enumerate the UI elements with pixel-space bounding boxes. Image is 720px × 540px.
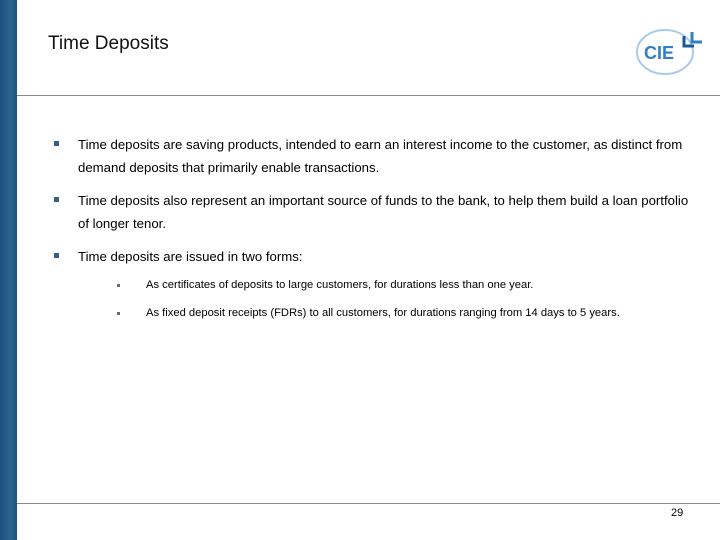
page-number: 29 bbox=[671, 507, 684, 519]
small-square-bullet-icon bbox=[117, 312, 120, 315]
side-accent-bar bbox=[0, 0, 17, 540]
slide-body bbox=[50, 133, 700, 332]
bullet-text: Time deposits also represent an important source of funds to the bank, to help them build a loan portfolio of longer tenor. bbox=[78, 193, 689, 231]
logo-text: CIE bbox=[644, 43, 675, 63]
sub-bullet-item bbox=[88, 304, 700, 322]
sub-bullet-list bbox=[88, 276, 700, 322]
slide-title: Time Deposits bbox=[48, 33, 169, 54]
cie-logo bbox=[632, 22, 706, 76]
square-bullet-icon bbox=[54, 197, 59, 202]
square-bullet-icon bbox=[54, 141, 59, 146]
sub-bullet-text: As fixed deposit receipts (FDRs) to all customers, for durations ranging from 14 days to 5 years. bbox=[146, 307, 620, 319]
bullet-item bbox=[50, 133, 700, 179]
bullet-text: Time deposits are issued in two forms: bbox=[78, 249, 303, 264]
square-bullet-icon bbox=[54, 253, 59, 258]
small-square-bullet-icon bbox=[117, 284, 120, 287]
footer-divider bbox=[17, 503, 720, 504]
sub-bullet-text: As certificates of deposits to large customers, for durations less than one year. bbox=[146, 279, 534, 291]
bullet-text: Time deposits are saving products, intended to earn an interest income to the customer, as distinct from demand deposits that primarily enable transactions. bbox=[78, 137, 683, 175]
sub-bullet-item bbox=[88, 276, 700, 294]
bullet-item bbox=[50, 245, 700, 322]
header-divider bbox=[17, 95, 720, 96]
bullet-item bbox=[50, 189, 700, 235]
